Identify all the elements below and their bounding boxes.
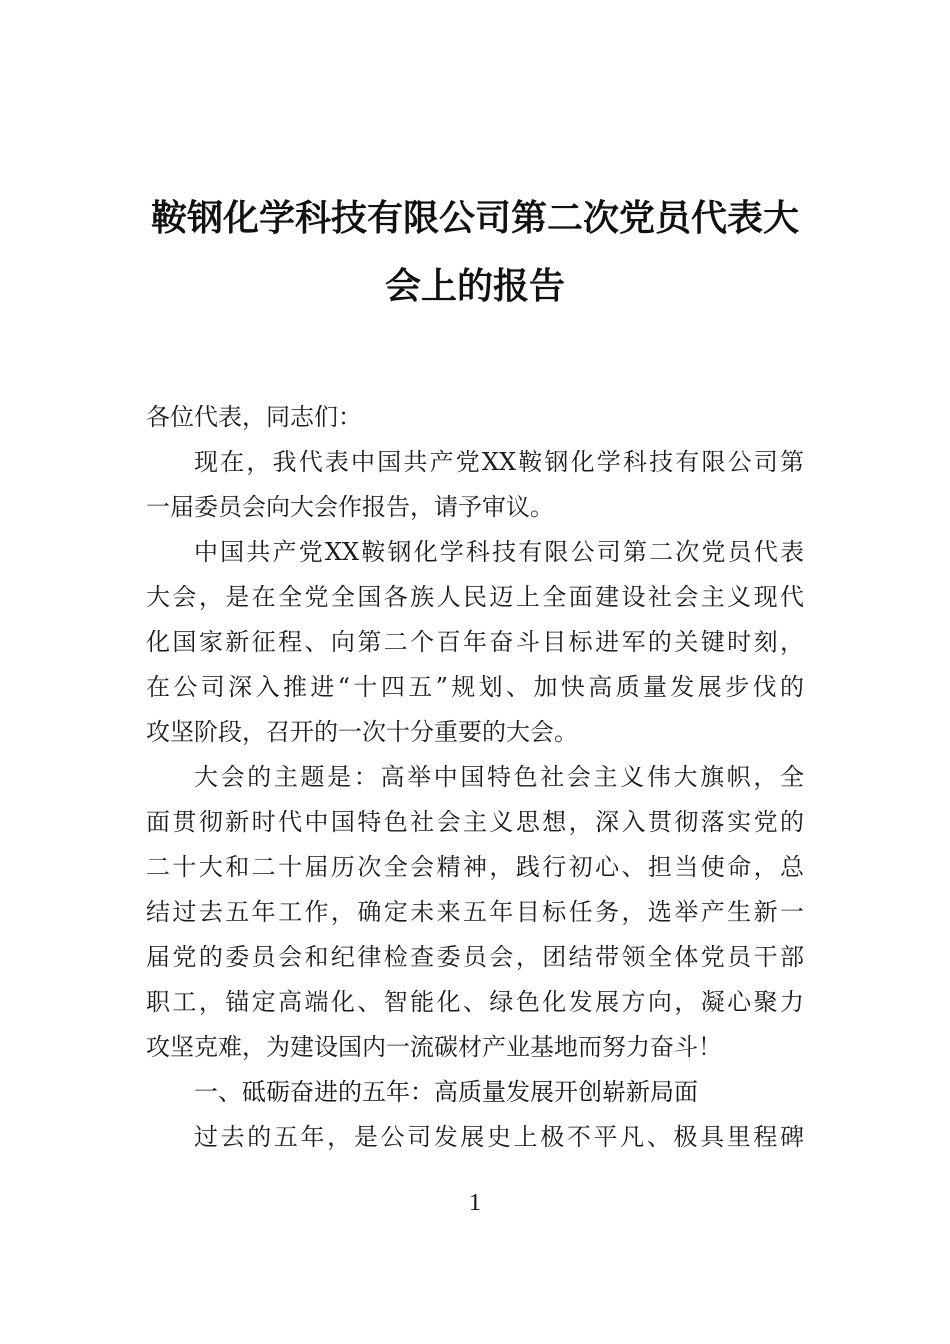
paragraph-3-line-6: 职工，锚定高端化、智能化、绿色化发展方向，凝心聚力 [146,988,804,1016]
paragraph-1-line-2: 一届委员会向大会作报告，请予审议。 [146,493,554,521]
page-number: 1 [469,1190,481,1216]
salutation: 各位代表，同志们： [146,403,362,431]
paragraph-3-line-1: 大会的主题是：高举中国特色社会主义伟大旗帜，全 [194,763,804,791]
paragraph-3-line-4: 结过去五年工作，确定未来五年目标任务，选举产生新一 [146,898,804,926]
section-heading: 一、砥砺奋进的五年：高质量发展开创崭新局面 [194,1078,698,1106]
paragraph-3-line-3: 二十大和二十届历次全会精神，践行初心、担当使命，总 [146,853,804,881]
paragraph-1-line-1: 现在，我代表中国共产党XX鞍钢化学科技有限公司第 [194,448,804,476]
document-title-line-1: 鞍钢化学科技有限公司第二次党员代表大 [150,197,799,239]
paragraph-3-line-2: 面贯彻新时代中国特色社会主义思想，深入贯彻落实党的 [146,808,804,836]
document-title-line-2: 会上的报告 [384,265,565,307]
paragraph-2-line-2: 大会，是在全党全国各族人民迈上全面建设社会主义现代 [146,583,804,611]
paragraph-3-line-5: 届党的委员会和纪律检查委员会，团结带领全体党员干部 [146,943,804,971]
paragraph-2-line-5: 攻坚阶段，召开的一次十分重要的大会。 [146,718,578,746]
paragraph-3-line-7: 攻坚克难，为建设国内一流碳材产业基地而努力奋斗！ [146,1033,722,1061]
paragraph-2-line-4: 在公司深入推进“十四五”规划、加快高质量发展步伐的 [146,673,804,701]
paragraph-2-line-3: 化国家新征程、向第二个百年奋斗目标进军的关键时刻， [146,628,804,656]
section-first-line: 过去的五年，是公司发展史上极不平凡、极具里程碑 [194,1123,804,1151]
paragraph-2-line-1: 中国共产党XX鞍钢化学科技有限公司第二次党员代表 [194,538,804,566]
